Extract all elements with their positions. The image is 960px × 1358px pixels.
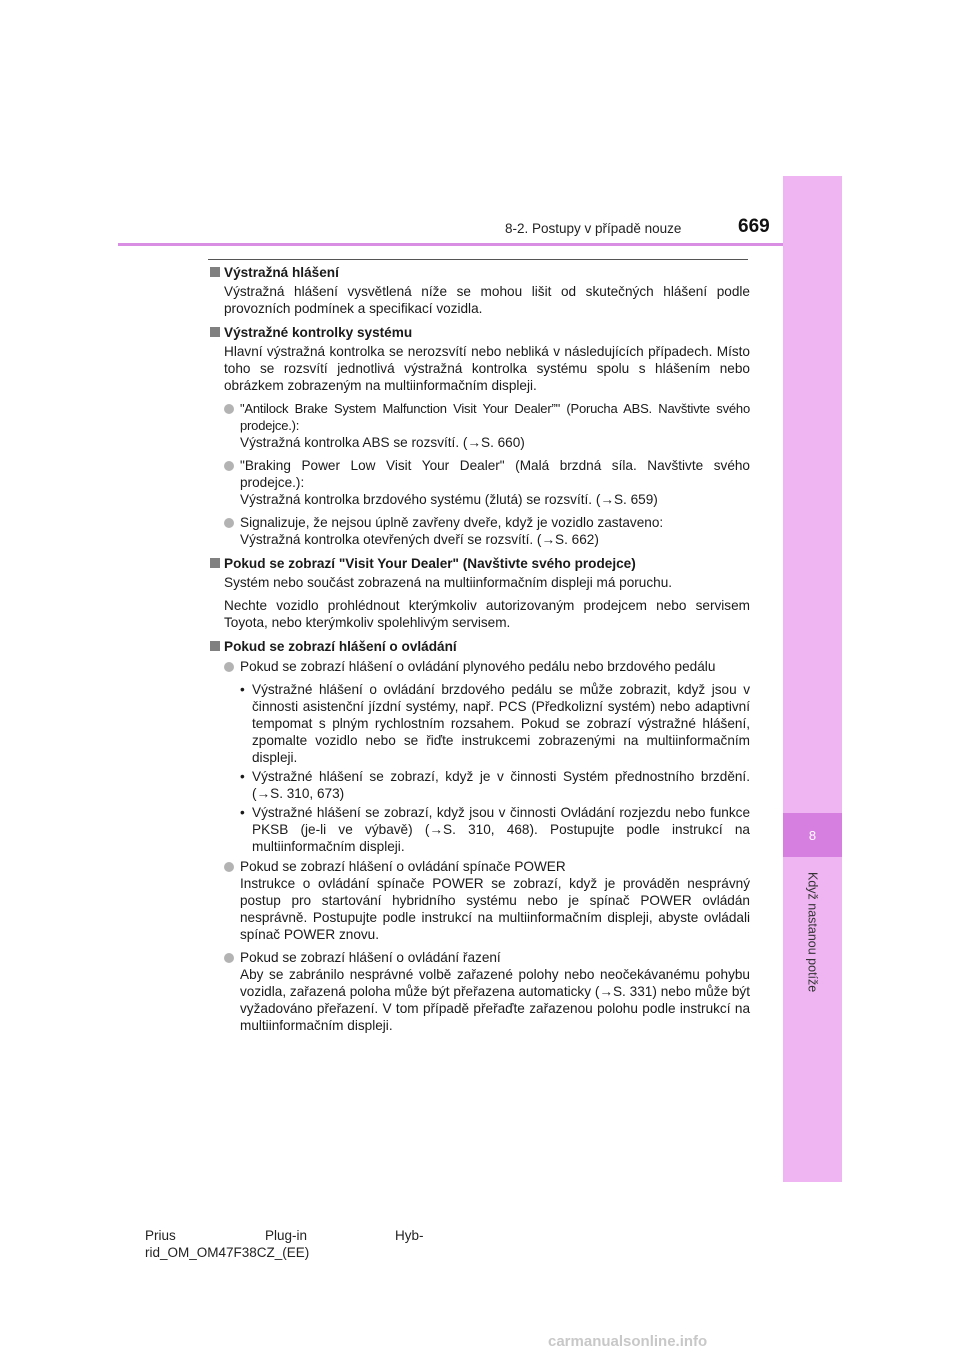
sub-list [209, 681, 750, 855]
bullet-item: "Antilock Brake System Malfunction Visit Your Dealer”" (Porucha ABS. Navštivte svého prodejce.): Výstražná kontrolka ABS se rozsvítí. (→S. 660) [209, 400, 750, 451]
square-bullet-icon [210, 641, 220, 651]
square-bullet-icon [210, 558, 220, 568]
dot-marker-icon: • [240, 769, 245, 784]
content-rule [208, 259, 748, 260]
circle-bullet-icon [224, 461, 234, 471]
bullet-item: Signalizuje, že nejsou úplně zavřeny dveře, když je vozidlo zastaveno: Výstražná kontrolka otevřených dveří se rozsvítí. (→S. 662) [209, 514, 750, 548]
section-heading: Výstražné kontrolky systému [209, 324, 750, 341]
square-bullet-icon [210, 267, 220, 277]
section-heading: Pokud se zobrazí "Visit Your Dealer" (Navštivte svého prodejce) [209, 555, 750, 572]
circle-bullet-icon [224, 518, 234, 528]
footer [145, 1227, 424, 1261]
paragraph: Nechte vozidlo prohlédnout kterýmkoliv autorizovaným prodejcem nebo servisem Toyota, nebo kterýmkoliv spolehlivým servisem. [224, 598, 750, 630]
header-rule [118, 243, 783, 246]
chapter-number: 8 [783, 813, 842, 857]
footer-variant: Plug-in [265, 1228, 308, 1243]
dot-marker-icon: • [240, 805, 245, 820]
bullet-item: Pokud se zobrazí hlášení o ovládání řazení Aby se zabránilo nesprávné volbě zařazené polohy nebo neočekávanému pohybu vozidla, zařazená poloha může být přeřazena automaticky (→S. 331) nebo může být vyžadováno přeřazení. V tom případě přeřaďte zařazenou polohu podle instrukcí na multiinformačním displeji. [209, 949, 750, 1034]
footer-code: rid_OM_OM47F38CZ_(EE) [145, 1245, 310, 1260]
square-bullet-icon [210, 327, 220, 337]
page-content [209, 264, 750, 1034]
section-heading: Pokud se zobrazí hlášení o ovládání [209, 638, 750, 655]
section-heading: Výstražná hlášení [209, 264, 750, 281]
chapter-title: Když nastanou potíže [805, 872, 820, 993]
circle-bullet-icon [224, 662, 234, 672]
dot-marker-icon: • [240, 682, 245, 697]
side-tab [783, 176, 842, 1182]
bullet-item: "Braking Power Low Visit Your Dealer" (Malá brzdná síla. Navštivte svého prodejce.): Výstražná kontrolka brzdového systému (žlutá) se rozsvítí. (→S. 659) [209, 457, 750, 508]
paragraph: Systém nebo součást zobrazená na multiinformačním displeji má poruchu. [224, 575, 673, 590]
header-section: 8-2. Postupy v případě nouze [505, 221, 682, 236]
paragraph: Hlavní výstražná kontrolka se nerozsvítí nebo nebliká v následujících případech. Místo toho se rozsvítí jednotlivá výstražná kontrolka systému spolu s hlášením nebo obrázkem zobrazeným na multiinformačním displeji. [224, 344, 750, 393]
circle-bullet-icon [224, 953, 234, 963]
footer-model: Prius [145, 1228, 176, 1243]
circle-bullet-icon [224, 862, 234, 872]
watermark: carmanualsonline.info [548, 1333, 708, 1350]
sub-item: • Výstražné hlášení se zobrazí, když je v činnosti Systém přednostního brzdění. (→S. 310, 673) [240, 769, 750, 801]
sub-item: • Výstražné hlášení se zobrazí, když jsou v činnosti Ovládání rozjezdu nebo funkce PKSB (je-li ve výbavě) (→S. 310, 468). Postupujte podle instrukcí na multiinformačním displeji. [240, 805, 750, 854]
page-number: 669 [738, 216, 770, 237]
bullet-item: Pokud se zobrazí hlášení o ovládání plynového pedálu nebo brzdového pedálu [209, 658, 750, 675]
paragraph: Výstražná hlášení vysvětlená níže se mohou lišit od skutečných hlášení podle provozních podmínek a specifikací vozidla. [224, 284, 750, 316]
bullet-item: Pokud se zobrazí hlášení o ovládání spínače POWER Instrukce o ovládání spínače POWER se zobrazí, když je prováděn nesprávný postup pro startování hybridního systému nebo je spínač POWER ovládán nesprávně. Postupujte podle instrukcí na multiinformačním displeji, abyste ovládali spínač POWER znovu. [209, 858, 750, 943]
footer-type: Hyb- [395, 1228, 424, 1243]
sub-item: • Výstražné hlášení o ovládání brzdového pedálu se může zobrazit, když jsou v činnosti asistenční jízdní systémy, např. PCS (Předkolizní systém) nebo adaptivní tempomat s plným rychlostním rozsahem. Pokud se zobrazí výstražné hlášení, zpomalte vozidlo nebo se řiďte instrukcemi zobrazenými na multiinformačním displeji. [240, 682, 750, 765]
circle-bullet-icon [224, 404, 234, 414]
